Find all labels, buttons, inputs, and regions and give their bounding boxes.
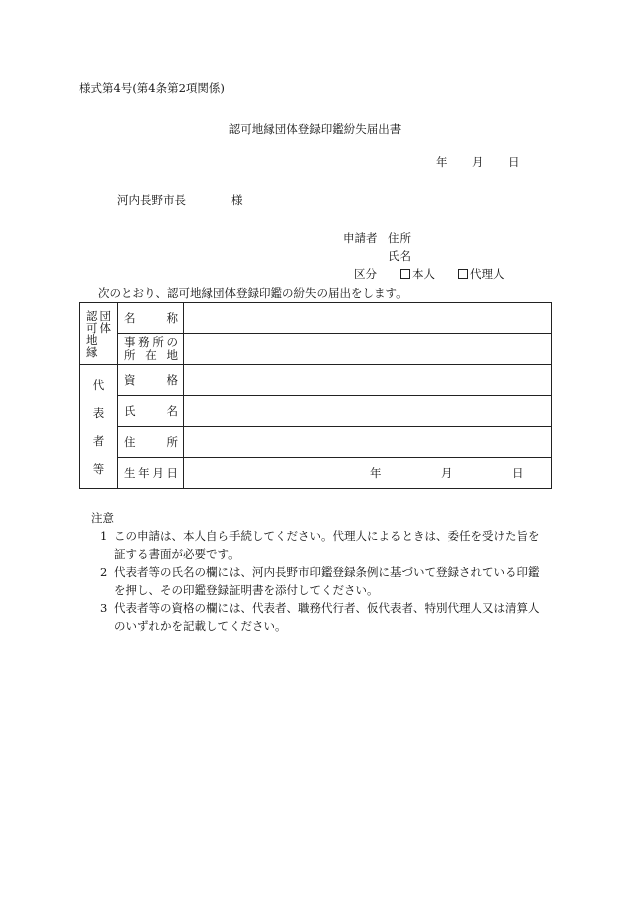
group1-char: 団	[99, 308, 111, 323]
note-text: この申請は、本人自ら手続してください。代理人によるときは、委任を受けた旨を証する書面が必要です。	[114, 529, 540, 561]
label-office-line1: 事務所の	[124, 335, 178, 349]
label-name: 名 称	[118, 303, 184, 334]
note-number: 3	[100, 601, 108, 615]
option-agent[interactable]	[458, 268, 505, 282]
field-qualification[interactable]	[184, 365, 552, 396]
group2-char: 表	[92, 405, 105, 420]
date-year-label: 年	[436, 155, 448, 169]
label-rep-name: 氏 名	[118, 396, 184, 427]
group1-char: 可	[86, 320, 98, 335]
registration-table	[79, 302, 552, 489]
note-item	[100, 599, 550, 635]
applicant-address-label: 住所	[388, 231, 411, 245]
checkbox-self[interactable]	[400, 269, 410, 279]
applicant-category-label: 区分	[354, 267, 377, 281]
applicant-name-label: 氏名	[388, 249, 411, 263]
note-number: 1	[100, 529, 108, 543]
note-item	[100, 563, 550, 599]
note-number: 2	[100, 565, 108, 579]
addressee-name: 河内長野市長	[117, 193, 186, 207]
group1-char: 認	[86, 308, 98, 323]
dob-year-label: 年	[370, 466, 382, 480]
note-text: 代表者等の氏名の欄には、河内長野市印鑑登録条例に基づいて登録されている印鑑を押し、その印鑑登録証明書を添付してください。	[114, 565, 540, 597]
applicant-label: 申請者	[343, 231, 378, 245]
label-office-line2: 所 在 地	[124, 348, 178, 362]
date-day-label: 日	[508, 155, 520, 169]
group2-char: 代	[92, 377, 105, 392]
form-number: 様式第4号(第4条第2項関係)	[79, 81, 225, 95]
notes-heading: 注意	[91, 511, 114, 525]
field-birthdate[interactable]	[184, 458, 552, 489]
note-item	[100, 527, 550, 563]
checkbox-agent[interactable]	[458, 269, 468, 279]
group2-char: 等	[92, 461, 105, 476]
field-office-address[interactable]	[184, 334, 552, 365]
label-rep-address: 住 所	[118, 427, 184, 458]
note-text: 代表者等の資格の欄には、代表者、職務代行者、仮代表者、特別代理人又は清算人のいずれかを記載してください。	[114, 601, 540, 633]
group2-char: 者	[92, 433, 105, 448]
option-agent-label: 代理人	[470, 267, 505, 281]
group1-char: 縁	[86, 344, 98, 359]
field-association-name[interactable]	[184, 303, 552, 334]
date-month-label: 月	[472, 155, 484, 169]
label-office-address	[118, 334, 184, 365]
addressee-honorific: 様	[231, 193, 243, 207]
dob-day-label: 日	[512, 466, 524, 480]
option-self[interactable]	[400, 268, 435, 282]
dob-month-label: 月	[441, 466, 453, 480]
label-qualification: 資 格	[118, 365, 184, 396]
group-label-association	[80, 303, 118, 365]
field-rep-name[interactable]	[184, 396, 552, 427]
option-self-label: 本人	[412, 267, 435, 281]
group-label-representative	[80, 365, 118, 489]
label-birthdate: 生年月日	[118, 458, 184, 489]
group1-char: 地	[86, 332, 98, 347]
field-rep-address[interactable]	[184, 427, 552, 458]
intro-text: 次のとおり、認可地縁団体登録印鑑の紛失の届出をします。	[98, 286, 408, 300]
document-title: 認可地縁団体登録印鑑紛失届出書	[228, 122, 402, 136]
group1-char: 体	[99, 320, 111, 335]
